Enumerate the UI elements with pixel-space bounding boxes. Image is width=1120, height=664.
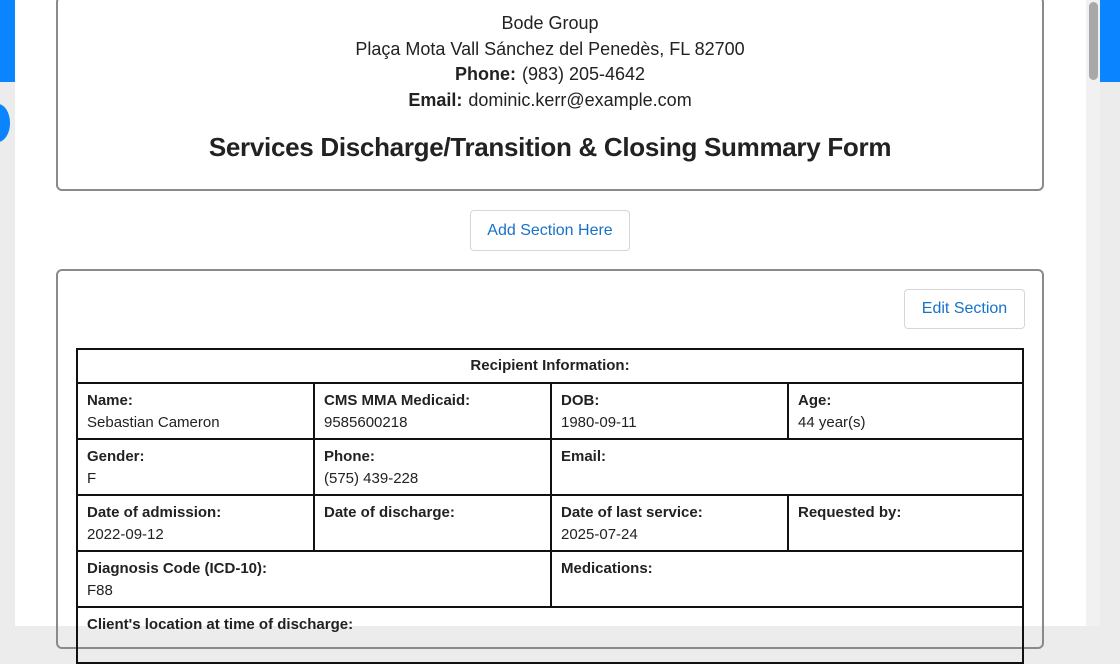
last-service-value: 2025-07-24 [561,526,638,543]
diagnosis-cell: Diagnosis Code (ICD-10): F88 [77,551,551,607]
recipient-info-heading: Recipient Information: [77,349,1023,383]
right-accent-bar [1100,0,1120,82]
gender-value: F [87,470,97,487]
phone-cell: Phone: (575) 439-228 [314,439,551,495]
name-cell: Name: Sebastian Cameron [77,383,314,439]
recipient-section-card [56,269,1044,649]
last-service-cell: Date of last service: 2025-07-24 [551,495,788,551]
medications-cell: Medications: [551,551,1023,607]
company-address: Plaça Mota Vall Sánchez del Penedès, FL 82700 [355,38,745,59]
name-value: Sebastian Cameron [87,414,220,431]
medicaid-cell: CMS MMA Medicaid: 9585600218 [314,383,551,439]
form-title: Services Discharge/Transition & Closing Summary Form [208,132,892,162]
edit-section-button[interactable]: Edit Section [904,289,1025,329]
requested-by-cell: Requested by: [788,495,1023,551]
dob-cell: DOB: 1980-09-11 [551,383,788,439]
age-value: 44 year(s) [798,414,866,431]
discharge-cell: Date of discharge: [314,495,551,551]
age-cell: Age: 44 year(s) [788,383,1023,439]
gender-cell: Gender: F [77,439,314,495]
company-email: Email: dominic.kerr@example.com [408,89,692,110]
admission-value: 2022-09-12 [87,526,164,543]
admission-cell: Date of admission: 2022-09-12 [77,495,314,551]
company-name: Bode Group [501,13,599,33]
scrollbar[interactable] [1086,0,1100,626]
left-accent-button[interactable] [0,104,10,142]
company-phone: Phone: (983) 205-4642 [454,64,646,84]
add-section-button[interactable]: Add Section Here [470,210,630,251]
left-accent-bar [0,0,15,82]
page [15,0,1100,633]
recipient-info-table [76,348,1024,664]
scrollbar-thumb[interactable] [1089,2,1098,80]
medicaid-value: 9585600218 [324,414,408,431]
location-cell: Client's location at time of discharge: [77,607,1023,663]
diagnosis-value: F88 [87,582,113,599]
email-cell: Email: [551,439,1023,495]
header-card [56,0,1044,191]
phone-value: (575) 439-228 [324,470,419,487]
dob-value: 1980-09-11 [561,414,637,431]
